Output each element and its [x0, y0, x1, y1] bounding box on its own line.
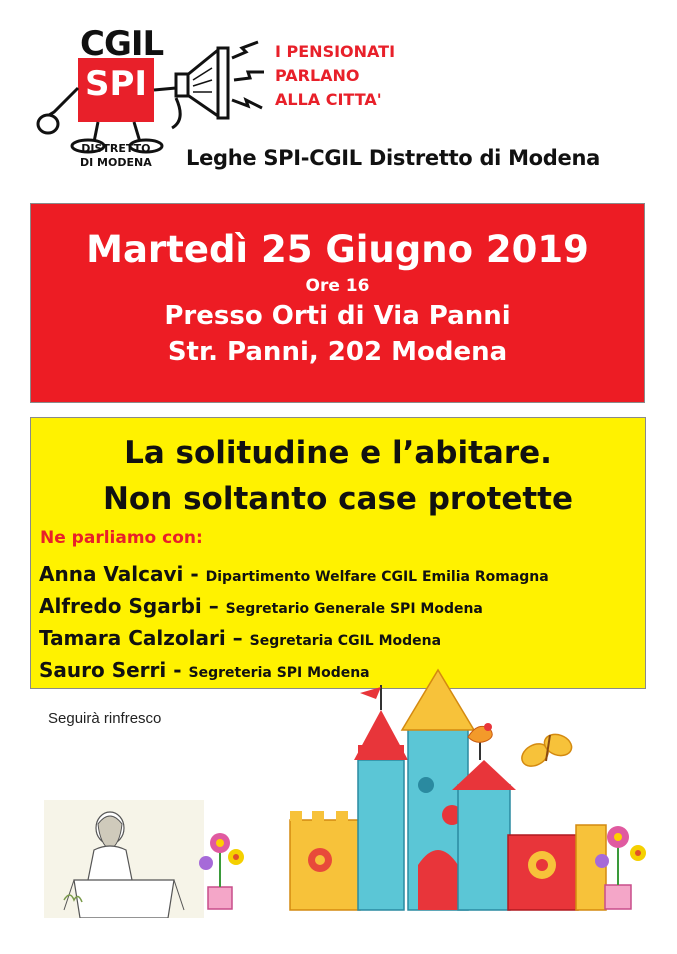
district-line: DI MODENA: [80, 156, 152, 169]
event-box: [30, 203, 645, 403]
speaker-row: [39, 560, 645, 592]
speaker-name: Anna Valcavi: [39, 562, 184, 586]
event-time: Ore 16: [305, 276, 370, 296]
event-date: Martedì 25 Giugno 2019: [86, 228, 589, 271]
speakers-intro: Ne parliamo con:: [40, 528, 203, 548]
event-place: Presso Orti di Via Panni: [164, 301, 511, 331]
topic-title-line2: Non soltanto case protette: [102, 481, 574, 517]
speaker-name: Alfredo Sgarbi: [39, 594, 202, 618]
speaker-separator: -: [183, 562, 206, 586]
speaker-role: Segretario Generale SPI Modena: [225, 601, 483, 617]
speaker-row: [39, 592, 645, 624]
logo-spi-text: SPI: [84, 64, 148, 104]
slogan: [275, 40, 395, 112]
district-label: [80, 142, 152, 170]
topic-box: [30, 417, 646, 689]
fist-icon: [38, 115, 58, 133]
speaker-separator: –: [225, 626, 250, 650]
speaker-separator: -: [166, 658, 189, 682]
speaker-role: Dipartimento Welfare CGIL Emilia Romagna: [205, 569, 549, 585]
speaker-separator: –: [201, 594, 226, 618]
district-line: DISTRETTO: [81, 142, 151, 155]
castle-illustration: [190, 665, 677, 920]
speaker-name: Sauro Serri: [39, 658, 167, 682]
slogan-line: I PENSIONATI: [275, 42, 396, 61]
topic-title-line1: La solitudine e l’abitare.: [124, 435, 552, 471]
refreshment-note: Seguirà rinfresco: [48, 710, 162, 727]
speaker-role: Segretaria CGIL Modena: [249, 633, 442, 649]
butterfly-icon: [518, 731, 575, 771]
flag-icon: [360, 687, 381, 699]
slogan-line: PARLANO: [275, 66, 360, 85]
logo-cgil-text: CGIL: [80, 24, 164, 64]
flower-pot-icon: [199, 833, 244, 909]
megaphone-icon: [172, 48, 228, 128]
speaker-row: [39, 624, 645, 656]
leghe-heading: Leghe SPI-CGIL Distretto di Modena: [186, 146, 601, 170]
speaker-role: Segreteria SPI Modena: [188, 665, 370, 681]
lightning-icon: [232, 42, 264, 108]
slogan-line: ALLA CITTA': [275, 90, 382, 109]
event-address: Str. Panni, 202 Modena: [167, 337, 508, 367]
girl-sketch-illustration: [44, 800, 204, 918]
speaker-name: Tamara Calzolari: [39, 626, 226, 650]
